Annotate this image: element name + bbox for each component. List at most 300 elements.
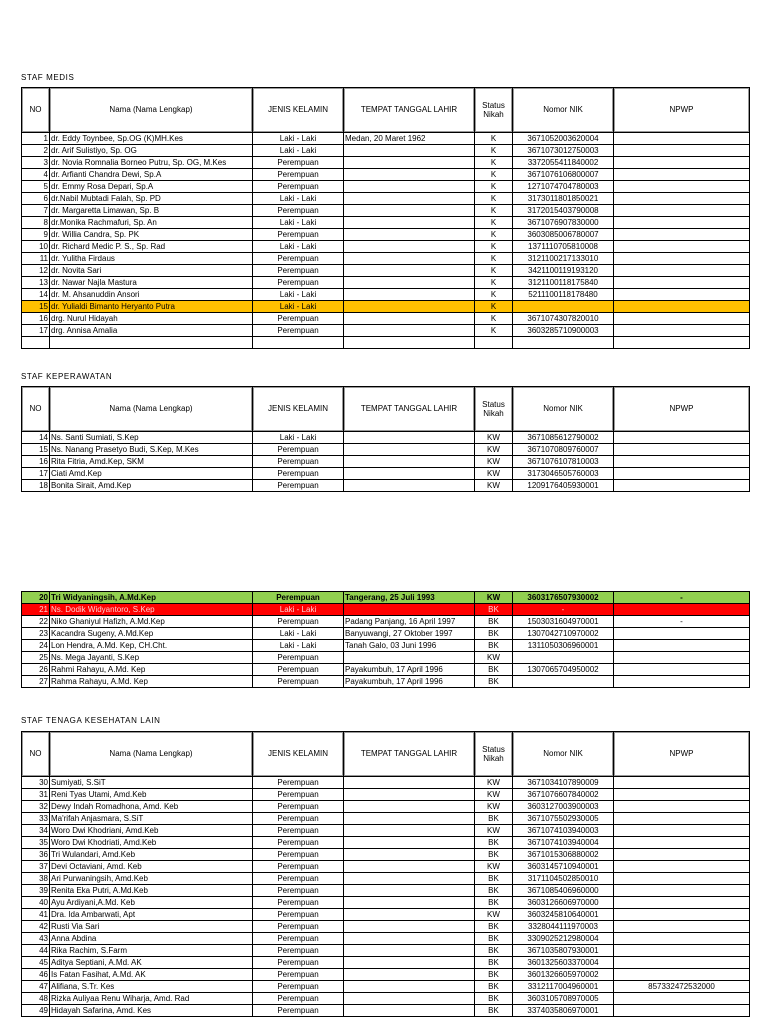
table-row — [22, 205, 750, 217]
cell-status-nikah: KW — [475, 789, 513, 801]
cell-no: 22 — [22, 616, 50, 628]
cell-status-nikah: BK — [475, 664, 513, 676]
cell-jenis-kelamin: Laki - Laki — [253, 289, 344, 301]
cell-no: 14 — [22, 289, 50, 301]
header-status-line1: Status — [482, 400, 505, 409]
cell-jenis-kelamin: Laki - Laki — [253, 145, 344, 157]
cell-nama: Ciati Amd.Kep — [50, 468, 253, 480]
cell-npwp — [614, 969, 750, 981]
cell-nomor-nik: 3309025212980004 — [513, 933, 614, 945]
cell-jenis-kelamin: Laki - Laki — [253, 604, 344, 616]
section-title-staf-keperawatan: STAF KEPERAWATAN — [21, 372, 113, 381]
cell-nama: drg. Nurul Hidayah — [50, 313, 253, 325]
header-no: NO — [22, 732, 50, 777]
cell-nomor-nik: 3671034107890009 — [513, 777, 614, 789]
cell-jenis-kelamin: Perempuan — [253, 813, 344, 825]
cell-nama: Rahmi Rahayu, A.Md. Kep — [50, 664, 253, 676]
cell-nomor-nik: 3603245810640001 — [513, 909, 614, 921]
table-row — [22, 825, 750, 837]
cell-no: 9 — [22, 229, 50, 241]
cell-status-nikah: BK — [475, 628, 513, 640]
cell-npwp — [614, 628, 750, 640]
cell-npwp — [614, 289, 750, 301]
cell-status-nikah: K — [475, 289, 513, 301]
cell-npwp — [614, 277, 750, 289]
section-title-staf-tenaga-kesehatan-lain: STAF TENAGA KESEHATAN LAIN — [21, 716, 161, 725]
table-row — [22, 849, 750, 861]
cell-jenis-kelamin: Perempuan — [253, 981, 344, 993]
cell-jenis-kelamin: Perempuan — [253, 229, 344, 241]
cell-npwp — [614, 640, 750, 652]
cell-status-nikah: BK — [475, 640, 513, 652]
cell-tempat-tanggal-lahir — [344, 861, 475, 873]
cell-npwp — [614, 777, 750, 789]
cell-status-nikah: BK — [475, 921, 513, 933]
table-header-row — [22, 88, 750, 133]
table-row — [22, 813, 750, 825]
cell-nama: Lon Hendra, A.Md. Kep, CH.Cht. — [50, 640, 253, 652]
cell-npwp — [614, 241, 750, 253]
cell-status-nikah — [475, 337, 513, 349]
cell-tempat-tanggal-lahir — [344, 145, 475, 157]
cell-no: 30 — [22, 777, 50, 789]
cell-nama: drg. Annisa Amalia — [50, 325, 253, 337]
cell-nomor-nik: 3671076106800007 — [513, 169, 614, 181]
cell-nama: dr. Novita Sari — [50, 265, 253, 277]
cell-status-nikah: K — [475, 193, 513, 205]
cell-no: 17 — [22, 468, 50, 480]
table-row — [22, 640, 750, 652]
cell-nomor-nik: 3671085612790002 — [513, 432, 614, 444]
cell-status-nikah: K — [475, 133, 513, 145]
cell-no: 36 — [22, 849, 50, 861]
cell-tempat-tanggal-lahir — [344, 432, 475, 444]
cell-nama: Devi Octaviani, Amd. Keb — [50, 861, 253, 873]
table-row — [22, 652, 750, 664]
header-npwp: NPWP — [614, 88, 750, 133]
cell-tempat-tanggal-lahir — [344, 217, 475, 229]
cell-nomor-nik — [513, 652, 614, 664]
cell-npwp — [614, 444, 750, 456]
cell-npwp: - — [614, 592, 750, 604]
cell-nomor-nik — [513, 676, 614, 688]
table-row — [22, 432, 750, 444]
cell-no: 6 — [22, 193, 50, 205]
cell-status-nikah: KW — [475, 592, 513, 604]
cell-tempat-tanggal-lahir — [344, 265, 475, 277]
cell-nama: Bonita Sirait, Amd.Kep — [50, 480, 253, 492]
table-staf-medis — [21, 87, 750, 349]
cell-nomor-nik: 3671074307820010 — [513, 313, 614, 325]
header-jenis-kelamin: JENIS KELAMIN — [253, 732, 344, 777]
cell-jenis-kelamin: Laki - Laki — [253, 301, 344, 313]
header-tempat-tanggal-lahir: TEMPAT TANGGAL LAHIR — [344, 732, 475, 777]
cell-nama: dr. Willia Candra, Sp. PK — [50, 229, 253, 241]
cell-jenis-kelamin: Laki - Laki — [253, 640, 344, 652]
cell-jenis-kelamin: Perempuan — [253, 169, 344, 181]
cell-nama: dr. Nawar Najla Mastura — [50, 277, 253, 289]
cell-nama: dr. Yulialdi Bimanto Heryanto Putra — [50, 301, 253, 313]
cell-status-nikah: BK — [475, 676, 513, 688]
cell-nomor-nik: 3671074103940004 — [513, 837, 614, 849]
cell-nama: Sumiyati, S.SiT — [50, 777, 253, 789]
cell-tempat-tanggal-lahir — [344, 957, 475, 969]
cell-npwp — [614, 957, 750, 969]
cell-nomor-nik: 5211100118178480 — [513, 289, 614, 301]
cell-nama: dr. Eddy Toynbee, Sp.OG (K)MH.Kes — [50, 133, 253, 145]
table-row — [22, 1005, 750, 1017]
cell-npwp — [614, 933, 750, 945]
cell-tempat-tanggal-lahir — [344, 801, 475, 813]
cell-jenis-kelamin: Perempuan — [253, 664, 344, 676]
cell-no: 23 — [22, 628, 50, 640]
table-row — [22, 873, 750, 885]
header-nomor-nik: Nomor NIK — [513, 88, 614, 133]
cell-jenis-kelamin: Laki - Laki — [253, 628, 344, 640]
table-row — [22, 897, 750, 909]
cell-jenis-kelamin: Perempuan — [253, 825, 344, 837]
cell-npwp — [614, 945, 750, 957]
cell-status-nikah: KW — [475, 480, 513, 492]
cell-nama: Is Fatan Fasihat, A.Md. AK — [50, 969, 253, 981]
cell-status-nikah: K — [475, 253, 513, 265]
cell-no: 47 — [22, 981, 50, 993]
cell-status-nikah: BK — [475, 849, 513, 861]
cell-npwp — [614, 193, 750, 205]
cell-status-nikah: BK — [475, 981, 513, 993]
header-status-nikah — [475, 732, 513, 777]
cell-jenis-kelamin — [253, 337, 344, 349]
cell-tempat-tanggal-lahir — [344, 468, 475, 480]
cell-jenis-kelamin: Perempuan — [253, 313, 344, 325]
table-row — [22, 468, 750, 480]
cell-npwp — [614, 825, 750, 837]
cell-nomor-nik: 3671076107810003 — [513, 456, 614, 468]
cell-nomor-nik: 3173046505760003 — [513, 468, 614, 480]
cell-nomor-nik: 3172015403790008 — [513, 205, 614, 217]
header-nama: Nama (Nama Lengkap) — [50, 387, 253, 432]
cell-tempat-tanggal-lahir — [344, 969, 475, 981]
cell-tempat-tanggal-lahir — [344, 193, 475, 205]
cell-nama: Rahma Rahayu, A.Md. Kep — [50, 676, 253, 688]
cell-nama: dr.Nabil Mubtadi Falah, Sp. PD — [50, 193, 253, 205]
cell-jenis-kelamin: Perempuan — [253, 861, 344, 873]
cell-nama: dr. Richard Medic P. S., Sp. Rad — [50, 241, 253, 253]
cell-nomor-nik: 3603285710900003 — [513, 325, 614, 337]
cell-status-nikah: KW — [475, 909, 513, 921]
cell-no: 12 — [22, 265, 50, 277]
cell-npwp — [614, 897, 750, 909]
cell-nomor-nik: 3671015306880002 — [513, 849, 614, 861]
cell-no: 34 — [22, 825, 50, 837]
cell-tempat-tanggal-lahir — [344, 277, 475, 289]
cell-nomor-nik: 3671035807930001 — [513, 945, 614, 957]
cell-jenis-kelamin: Perempuan — [253, 157, 344, 169]
cell-jenis-kelamin: Laki - Laki — [253, 217, 344, 229]
cell-tempat-tanggal-lahir — [344, 181, 475, 193]
header-status-nikah — [475, 88, 513, 133]
cell-nama: dr.Monika Rachmafuri, Sp. An — [50, 217, 253, 229]
cell-status-nikah: BK — [475, 1005, 513, 1017]
cell-tempat-tanggal-lahir: Tanah Galo, 03 Juni 1996 — [344, 640, 475, 652]
cell-npwp — [614, 205, 750, 217]
cell-status-nikah: K — [475, 313, 513, 325]
cell-tempat-tanggal-lahir — [344, 789, 475, 801]
cell-status-nikah: BK — [475, 813, 513, 825]
cell-npwp — [614, 181, 750, 193]
header-npwp: NPWP — [614, 732, 750, 777]
cell-status-nikah: BK — [475, 933, 513, 945]
cell-nomor-nik: 3671075502930005 — [513, 813, 614, 825]
cell-no: 26 — [22, 664, 50, 676]
cell-npwp — [614, 664, 750, 676]
header-nomor-nik: Nomor NIK — [513, 387, 614, 432]
cell-npwp: 857332472532000 — [614, 981, 750, 993]
table-row — [22, 337, 750, 349]
cell-no: 13 — [22, 277, 50, 289]
cell-no: 15 — [22, 301, 50, 313]
cell-nama: Alifiana, S.Tr. Kes — [50, 981, 253, 993]
cell-nomor-nik: 1311050306960001 — [513, 640, 614, 652]
cell-tempat-tanggal-lahir — [344, 169, 475, 181]
cell-jenis-kelamin: Perempuan — [253, 325, 344, 337]
cell-status-nikah: K — [475, 217, 513, 229]
cell-status-nikah: K — [475, 205, 513, 217]
cell-status-nikah: K — [475, 325, 513, 337]
table-row — [22, 157, 750, 169]
cell-nomor-nik: 3603126606970000 — [513, 897, 614, 909]
cell-npwp — [614, 861, 750, 873]
cell-jenis-kelamin: Perempuan — [253, 933, 344, 945]
section-title-staf-medis: STAF MEDIS — [21, 73, 75, 82]
cell-jenis-kelamin: Perempuan — [253, 676, 344, 688]
cell-npwp — [614, 801, 750, 813]
cell-jenis-kelamin: Perempuan — [253, 652, 344, 664]
header-tempat-tanggal-lahir: TEMPAT TANGGAL LAHIR — [344, 88, 475, 133]
cell-nama: dr. Novia Romnalia Borneo Putru, Sp. OG, M.Kes — [50, 157, 253, 169]
cell-nomor-nik — [513, 301, 614, 313]
cell-npwp — [614, 652, 750, 664]
cell-status-nikah: BK — [475, 885, 513, 897]
table-row — [22, 801, 750, 813]
table-row — [22, 253, 750, 265]
table-row — [22, 241, 750, 253]
cell-npwp — [614, 145, 750, 157]
cell-no: 46 — [22, 969, 50, 981]
cell-nama: Rita Fitria, Amd.Kep, SKM — [50, 456, 253, 468]
cell-nomor-nik: 3671076907830000 — [513, 217, 614, 229]
header-status-line2: Nikah — [483, 754, 504, 763]
table-row — [22, 933, 750, 945]
cell-no: 24 — [22, 640, 50, 652]
cell-status-nikah: BK — [475, 604, 513, 616]
cell-npwp — [614, 133, 750, 145]
cell-jenis-kelamin: Perempuan — [253, 849, 344, 861]
table-row — [22, 217, 750, 229]
cell-jenis-kelamin: Perempuan — [253, 253, 344, 265]
table-row — [22, 313, 750, 325]
cell-nama: Woro Dwi Khodriani, Amd.Keb — [50, 825, 253, 837]
cell-status-nikah: KW — [475, 777, 513, 789]
cell-nomor-nik: 3171104502850010 — [513, 873, 614, 885]
cell-jenis-kelamin: Laki - Laki — [253, 193, 344, 205]
header-status-line1: Status — [482, 101, 505, 110]
cell-no: 25 — [22, 652, 50, 664]
table-row — [22, 289, 750, 301]
cell-status-nikah: K — [475, 169, 513, 181]
cell-nomor-nik: 1307065704950002 — [513, 664, 614, 676]
cell-npwp — [614, 301, 750, 313]
cell-jenis-kelamin: Perempuan — [253, 480, 344, 492]
cell-jenis-kelamin: Perempuan — [253, 777, 344, 789]
cell-tempat-tanggal-lahir — [344, 289, 475, 301]
cell-no: 18 — [22, 480, 50, 492]
cell-no: 20 — [22, 592, 50, 604]
cell-nomor-nik: 3374035806970001 — [513, 1005, 614, 1017]
table-row — [22, 981, 750, 993]
cell-nama: Dra. Ida Ambarwati, Apt — [50, 909, 253, 921]
cell-nomor-nik: 3121100118175840 — [513, 277, 614, 289]
table-row — [22, 945, 750, 957]
cell-jenis-kelamin: Perempuan — [253, 873, 344, 885]
cell-no: 49 — [22, 1005, 50, 1017]
cell-tempat-tanggal-lahir: Medan, 20 Maret 1962 — [344, 133, 475, 145]
cell-jenis-kelamin: Perempuan — [253, 801, 344, 813]
cell-nomor-nik: 1209176405930001 — [513, 480, 614, 492]
header-nama: Nama (Nama Lengkap) — [50, 88, 253, 133]
cell-jenis-kelamin: Laki - Laki — [253, 241, 344, 253]
cell-jenis-kelamin: Perempuan — [253, 837, 344, 849]
cell-nomor-nik: 3603085006780007 — [513, 229, 614, 241]
table-row — [22, 444, 750, 456]
cell-npwp — [614, 325, 750, 337]
cell-tempat-tanggal-lahir — [344, 777, 475, 789]
cell-npwp — [614, 909, 750, 921]
cell-tempat-tanggal-lahir — [344, 873, 475, 885]
table-row — [22, 133, 750, 145]
cell-jenis-kelamin: Perempuan — [253, 277, 344, 289]
cell-tempat-tanggal-lahir — [344, 604, 475, 616]
cell-no: 35 — [22, 837, 50, 849]
cell-nomor-nik: 3372055411840002 — [513, 157, 614, 169]
cell-npwp — [614, 217, 750, 229]
cell-no: 27 — [22, 676, 50, 688]
cell-nama: Woro Dwi Khodriati, Amd.Keb — [50, 837, 253, 849]
cell-nomor-nik: - — [513, 604, 614, 616]
cell-tempat-tanggal-lahir — [344, 313, 475, 325]
cell-jenis-kelamin: Laki - Laki — [253, 133, 344, 145]
cell-jenis-kelamin: Perempuan — [253, 897, 344, 909]
cell-no: 42 — [22, 921, 50, 933]
cell-nama: dr. Arfianti Chandra Dewi, Sp.A — [50, 169, 253, 181]
header-status-line2: Nikah — [483, 409, 504, 418]
cell-tempat-tanggal-lahir — [344, 456, 475, 468]
cell-tempat-tanggal-lahir: Payakumbuh, 17 April 1996 — [344, 664, 475, 676]
cell-jenis-kelamin: Perempuan — [253, 1005, 344, 1017]
table-row — [22, 676, 750, 688]
cell-status-nikah: BK — [475, 873, 513, 885]
cell-npwp — [614, 432, 750, 444]
table-row — [22, 861, 750, 873]
cell-tempat-tanggal-lahir — [344, 301, 475, 313]
table-staf-keperawatan — [21, 386, 750, 492]
cell-nomor-nik: 3173011801850021 — [513, 193, 614, 205]
header-jenis-kelamin: JENIS KELAMIN — [253, 88, 344, 133]
cell-nomor-nik: 3671074103940003 — [513, 825, 614, 837]
cell-nama: Ari Purwaningsih, Amd.Keb — [50, 873, 253, 885]
cell-tempat-tanggal-lahir — [344, 813, 475, 825]
cell-status-nikah: BK — [475, 837, 513, 849]
cell-no: 38 — [22, 873, 50, 885]
table-row — [22, 885, 750, 897]
cell-nama: Rusti Via Sari — [50, 921, 253, 933]
cell-npwp — [614, 1005, 750, 1017]
cell-no: 8 — [22, 217, 50, 229]
table-row — [22, 229, 750, 241]
cell-nomor-nik: 1371110705810008 — [513, 241, 614, 253]
header-nomor-nik: Nomor NIK — [513, 732, 614, 777]
cell-jenis-kelamin: Laki - Laki — [253, 432, 344, 444]
cell-npwp — [614, 468, 750, 480]
cell-no: 2 — [22, 145, 50, 157]
table-row — [22, 616, 750, 628]
cell-npwp — [614, 837, 750, 849]
table-row — [22, 301, 750, 313]
cell-status-nikah: KW — [475, 444, 513, 456]
cell-status-nikah: BK — [475, 945, 513, 957]
cell-nomor-nik: 3601326605970002 — [513, 969, 614, 981]
cell-tempat-tanggal-lahir — [344, 897, 475, 909]
cell-no: 43 — [22, 933, 50, 945]
cell-tempat-tanggal-lahir — [344, 1005, 475, 1017]
cell-nama: Ns. Nanang Prasetyo Budi, S.Kep, M.Kes — [50, 444, 253, 456]
cell-status-nikah: KW — [475, 652, 513, 664]
cell-nomor-nik: 3671076607840002 — [513, 789, 614, 801]
cell-jenis-kelamin: Perempuan — [253, 789, 344, 801]
table-row — [22, 789, 750, 801]
cell-status-nikah: KW — [475, 825, 513, 837]
cell-jenis-kelamin: Perempuan — [253, 957, 344, 969]
cell-status-nikah: BK — [475, 993, 513, 1005]
header-status-nikah — [475, 387, 513, 432]
cell-nama: Dewy Indah Romadhona, Amd. Keb — [50, 801, 253, 813]
cell-nama: Ma'rifah Anjasmara, S.SiT — [50, 813, 253, 825]
cell-nama: Tri Widyaningsih, A.Md.Kep — [50, 592, 253, 604]
cell-no: 48 — [22, 993, 50, 1005]
cell-no: 17 — [22, 325, 50, 337]
cell-nama: Rizka Auliyaa Renu Wiharja, Amd. Rad — [50, 993, 253, 1005]
cell-jenis-kelamin: Perempuan — [253, 456, 344, 468]
cell-nama: Kacandra Sugeny, A.Md.Kep — [50, 628, 253, 640]
cell-jenis-kelamin: Perempuan — [253, 616, 344, 628]
cell-nama — [50, 337, 253, 349]
cell-nama: Rika Rachim, S.Farm — [50, 945, 253, 957]
cell-nomor-nik: 3312117004960001 — [513, 981, 614, 993]
cell-nomor-nik: 3671073012750003 — [513, 145, 614, 157]
cell-status-nikah: BK — [475, 957, 513, 969]
cell-npwp — [614, 337, 750, 349]
table-row — [22, 909, 750, 921]
table-staf-tenaga-kesehatan-lain — [21, 731, 750, 1017]
cell-nomor-nik: 3603176507930002 — [513, 592, 614, 604]
cell-tempat-tanggal-lahir — [344, 229, 475, 241]
table-row — [22, 777, 750, 789]
cell-status-nikah: KW — [475, 861, 513, 873]
cell-npwp — [614, 676, 750, 688]
cell-nama: dr. Margaretta Limawan, Sp. B — [50, 205, 253, 217]
cell-tempat-tanggal-lahir — [344, 444, 475, 456]
cell-tempat-tanggal-lahir — [344, 849, 475, 861]
